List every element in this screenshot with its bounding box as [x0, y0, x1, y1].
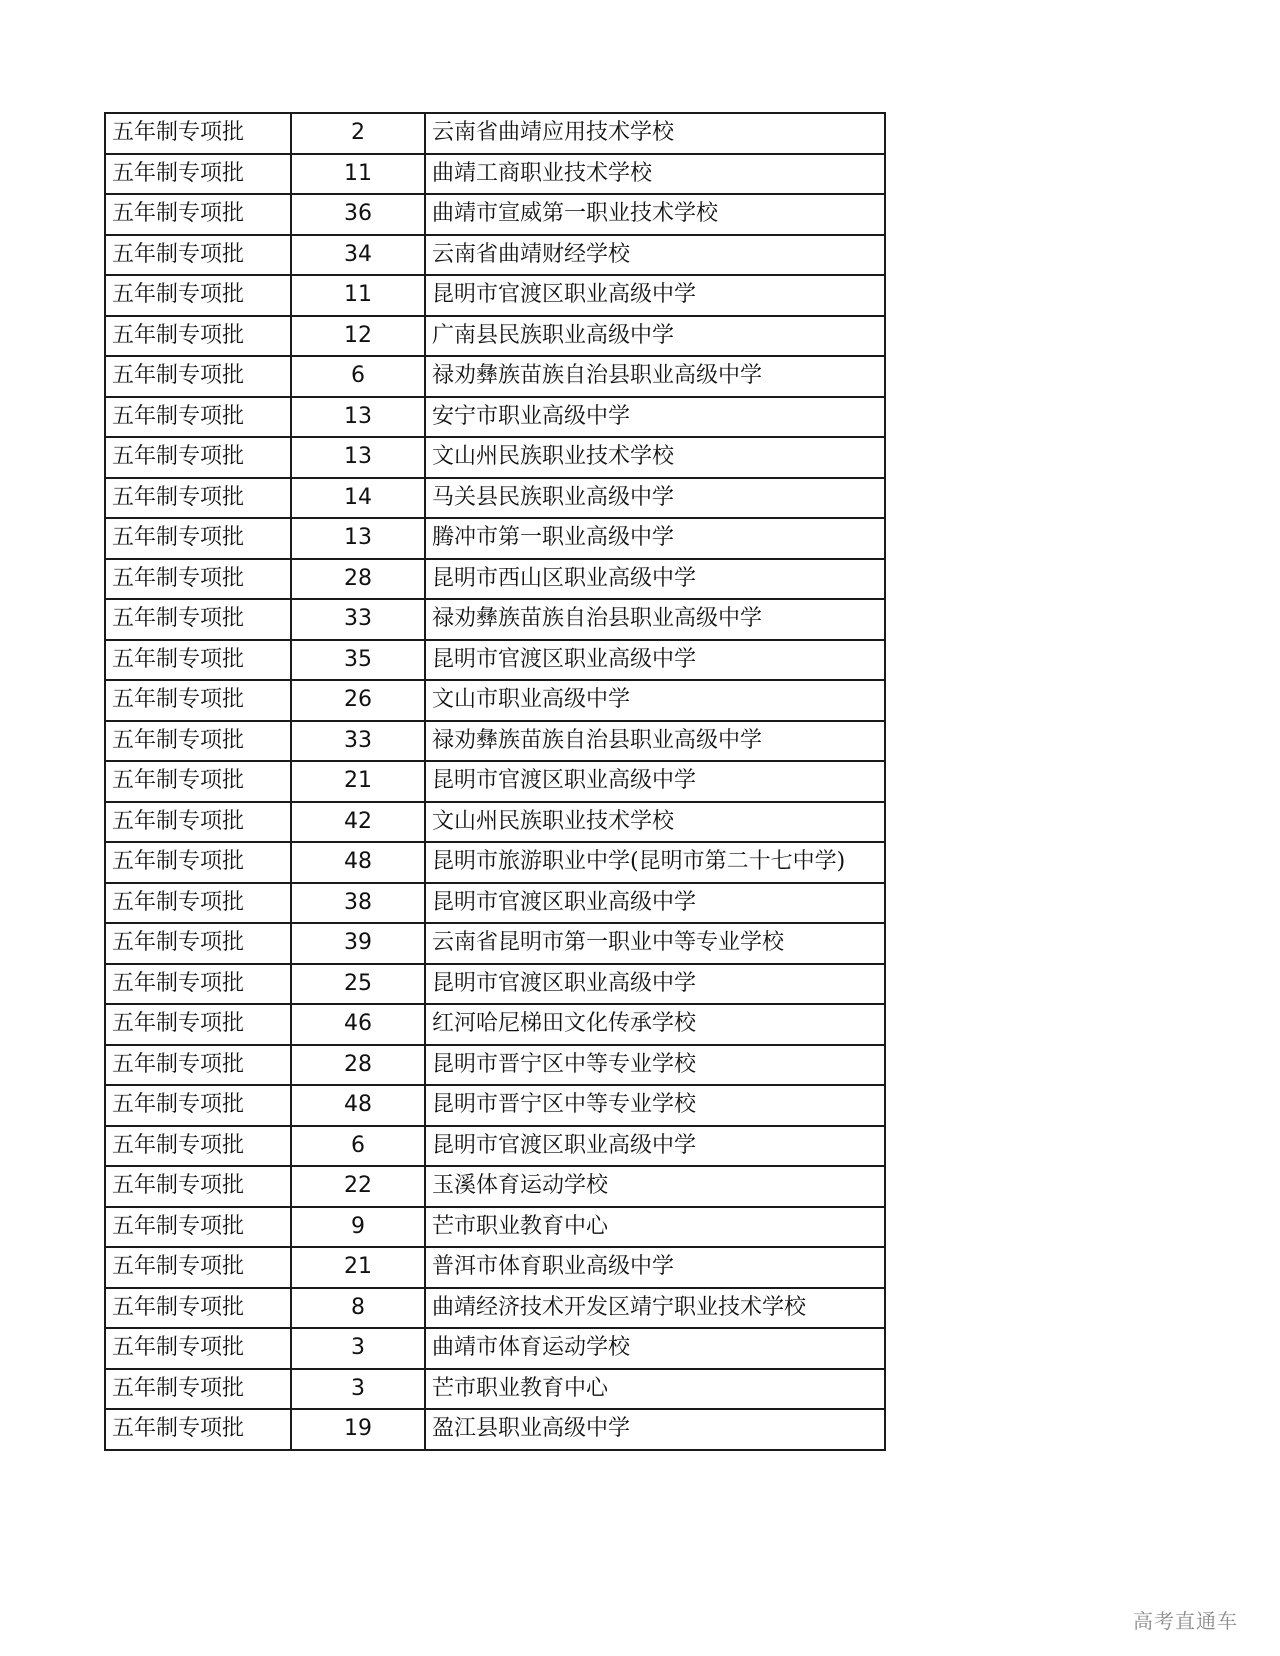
- school-cell: 文山市职业高级中学: [425, 680, 885, 721]
- table-row: [105, 275, 885, 316]
- batch-cell: 五年制专项批: [105, 1126, 291, 1167]
- table-row: [105, 883, 885, 924]
- school-cell: 曲靖经济技术开发区靖宁职业技术学校: [425, 1288, 885, 1329]
- school-cell: 芒市职业教育中心: [425, 1369, 885, 1410]
- table-row: [105, 559, 885, 600]
- table-row: [105, 194, 885, 235]
- table-row: [105, 518, 885, 559]
- table-row: [105, 761, 885, 802]
- count-cell: 8: [291, 1288, 425, 1329]
- table-row: [105, 842, 885, 883]
- school-cell: 曲靖市宣威第一职业技术学校: [425, 194, 885, 235]
- count-cell: 13: [291, 518, 425, 559]
- table-row: [105, 721, 885, 762]
- table-row: [105, 802, 885, 843]
- count-cell: 21: [291, 761, 425, 802]
- count-cell: 39: [291, 923, 425, 964]
- count-cell: 48: [291, 1085, 425, 1126]
- table-row: [105, 1328, 885, 1369]
- school-cell: 安宁市职业高级中学: [425, 397, 885, 438]
- table-row: [105, 964, 885, 1005]
- table-row: [105, 235, 885, 276]
- school-cell: 普洱市体育职业高级中学: [425, 1247, 885, 1288]
- table-row: [105, 1288, 885, 1329]
- table-row: [105, 1085, 885, 1126]
- batch-cell: 五年制专项批: [105, 1045, 291, 1086]
- batch-cell: 五年制专项批: [105, 1369, 291, 1410]
- admissions-table: [104, 112, 886, 1451]
- batch-cell: 五年制专项批: [105, 842, 291, 883]
- count-cell: 34: [291, 235, 425, 276]
- count-cell: 11: [291, 154, 425, 195]
- table-body: [105, 113, 885, 1450]
- school-cell: 昆明市官渡区职业高级中学: [425, 1126, 885, 1167]
- table-row: [105, 113, 885, 154]
- batch-cell: 五年制专项批: [105, 1288, 291, 1329]
- batch-cell: 五年制专项批: [105, 802, 291, 843]
- watermark-text: 高考直通车: [1133, 1609, 1238, 1633]
- school-cell: 昆明市西山区职业高级中学: [425, 559, 885, 600]
- table-row: [105, 923, 885, 964]
- table-row: [105, 1207, 885, 1248]
- count-cell: 12: [291, 316, 425, 357]
- count-cell: 28: [291, 559, 425, 600]
- count-cell: 46: [291, 1004, 425, 1045]
- school-cell: 云南省昆明市第一职业中等专业学校: [425, 923, 885, 964]
- batch-cell: 五年制专项批: [105, 599, 291, 640]
- school-cell: 禄劝彝族苗族自治县职业高级中学: [425, 599, 885, 640]
- school-cell: 昆明市官渡区职业高级中学: [425, 275, 885, 316]
- batch-cell: 五年制专项批: [105, 964, 291, 1005]
- batch-cell: 五年制专项批: [105, 761, 291, 802]
- school-cell: 昆明市官渡区职业高级中学: [425, 761, 885, 802]
- count-cell: 33: [291, 599, 425, 640]
- batch-cell: 五年制专项批: [105, 275, 291, 316]
- count-cell: 13: [291, 397, 425, 438]
- table-row: [105, 154, 885, 195]
- school-cell: 芒市职业教育中心: [425, 1207, 885, 1248]
- batch-cell: 五年制专项批: [105, 1085, 291, 1126]
- count-cell: 9: [291, 1207, 425, 1248]
- batch-cell: 五年制专项批: [105, 1004, 291, 1045]
- count-cell: 11: [291, 275, 425, 316]
- school-cell: 云南省曲靖应用技术学校: [425, 113, 885, 154]
- count-cell: 3: [291, 1328, 425, 1369]
- count-cell: 38: [291, 883, 425, 924]
- school-cell: 曲靖市体育运动学校: [425, 1328, 885, 1369]
- school-cell: 昆明市官渡区职业高级中学: [425, 964, 885, 1005]
- school-cell: 昆明市官渡区职业高级中学: [425, 883, 885, 924]
- table-row: [105, 599, 885, 640]
- table-row: [105, 1126, 885, 1167]
- table-row: [105, 1166, 885, 1207]
- batch-cell: 五年制专项批: [105, 316, 291, 357]
- count-cell: 13: [291, 437, 425, 478]
- table-row: [105, 1369, 885, 1410]
- count-cell: 19: [291, 1409, 425, 1450]
- table-row: [105, 680, 885, 721]
- table-row: [105, 437, 885, 478]
- table-row: [105, 640, 885, 681]
- batch-cell: 五年制专项批: [105, 559, 291, 600]
- table-row: [105, 316, 885, 357]
- count-cell: 28: [291, 1045, 425, 1086]
- table-row: [105, 1004, 885, 1045]
- batch-cell: 五年制专项批: [105, 356, 291, 397]
- count-cell: 6: [291, 1126, 425, 1167]
- batch-cell: 五年制专项批: [105, 1166, 291, 1207]
- batch-cell: 五年制专项批: [105, 235, 291, 276]
- batch-cell: 五年制专项批: [105, 478, 291, 519]
- school-cell: 广南县民族职业高级中学: [425, 316, 885, 357]
- batch-cell: 五年制专项批: [105, 721, 291, 762]
- school-cell: 文山州民族职业技术学校: [425, 437, 885, 478]
- school-cell: 昆明市晋宁区中等专业学校: [425, 1045, 885, 1086]
- batch-cell: 五年制专项批: [105, 397, 291, 438]
- table-row: [105, 356, 885, 397]
- batch-cell: 五年制专项批: [105, 1328, 291, 1369]
- school-cell: 云南省曲靖财经学校: [425, 235, 885, 276]
- school-cell: 曲靖工商职业技术学校: [425, 154, 885, 195]
- count-cell: 35: [291, 640, 425, 681]
- count-cell: 33: [291, 721, 425, 762]
- count-cell: 22: [291, 1166, 425, 1207]
- school-cell: 昆明市官渡区职业高级中学: [425, 640, 885, 681]
- count-cell: 21: [291, 1247, 425, 1288]
- table-row: [105, 1409, 885, 1450]
- school-cell: 文山州民族职业技术学校: [425, 802, 885, 843]
- batch-cell: 五年制专项批: [105, 680, 291, 721]
- batch-cell: 五年制专项批: [105, 640, 291, 681]
- batch-cell: 五年制专项批: [105, 1409, 291, 1450]
- school-cell: 腾冲市第一职业高级中学: [425, 518, 885, 559]
- school-cell: 红河哈尼梯田文化传承学校: [425, 1004, 885, 1045]
- school-cell: 玉溪体育运动学校: [425, 1166, 885, 1207]
- batch-cell: 五年制专项批: [105, 194, 291, 235]
- school-cell: 昆明市旅游职业中学(昆明市第二十七中学): [425, 842, 885, 883]
- batch-cell: 五年制专项批: [105, 437, 291, 478]
- batch-cell: 五年制专项批: [105, 1247, 291, 1288]
- batch-cell: 五年制专项批: [105, 113, 291, 154]
- table-row: [105, 1247, 885, 1288]
- batch-cell: 五年制专项批: [105, 923, 291, 964]
- count-cell: 14: [291, 478, 425, 519]
- table-row: [105, 478, 885, 519]
- count-cell: 3: [291, 1369, 425, 1410]
- table-row: [105, 397, 885, 438]
- school-cell: 禄劝彝族苗族自治县职业高级中学: [425, 356, 885, 397]
- batch-cell: 五年制专项批: [105, 154, 291, 195]
- count-cell: 25: [291, 964, 425, 1005]
- school-cell: 马关县民族职业高级中学: [425, 478, 885, 519]
- count-cell: 26: [291, 680, 425, 721]
- count-cell: 6: [291, 356, 425, 397]
- count-cell: 48: [291, 842, 425, 883]
- batch-cell: 五年制专项批: [105, 883, 291, 924]
- batch-cell: 五年制专项批: [105, 518, 291, 559]
- table-row: [105, 1045, 885, 1086]
- batch-cell: 五年制专项批: [105, 1207, 291, 1248]
- school-cell: 盈江县职业高级中学: [425, 1409, 885, 1450]
- school-cell: 昆明市晋宁区中等专业学校: [425, 1085, 885, 1126]
- count-cell: 42: [291, 802, 425, 843]
- count-cell: 2: [291, 113, 425, 154]
- school-cell: 禄劝彝族苗族自治县职业高级中学: [425, 721, 885, 762]
- count-cell: 36: [291, 194, 425, 235]
